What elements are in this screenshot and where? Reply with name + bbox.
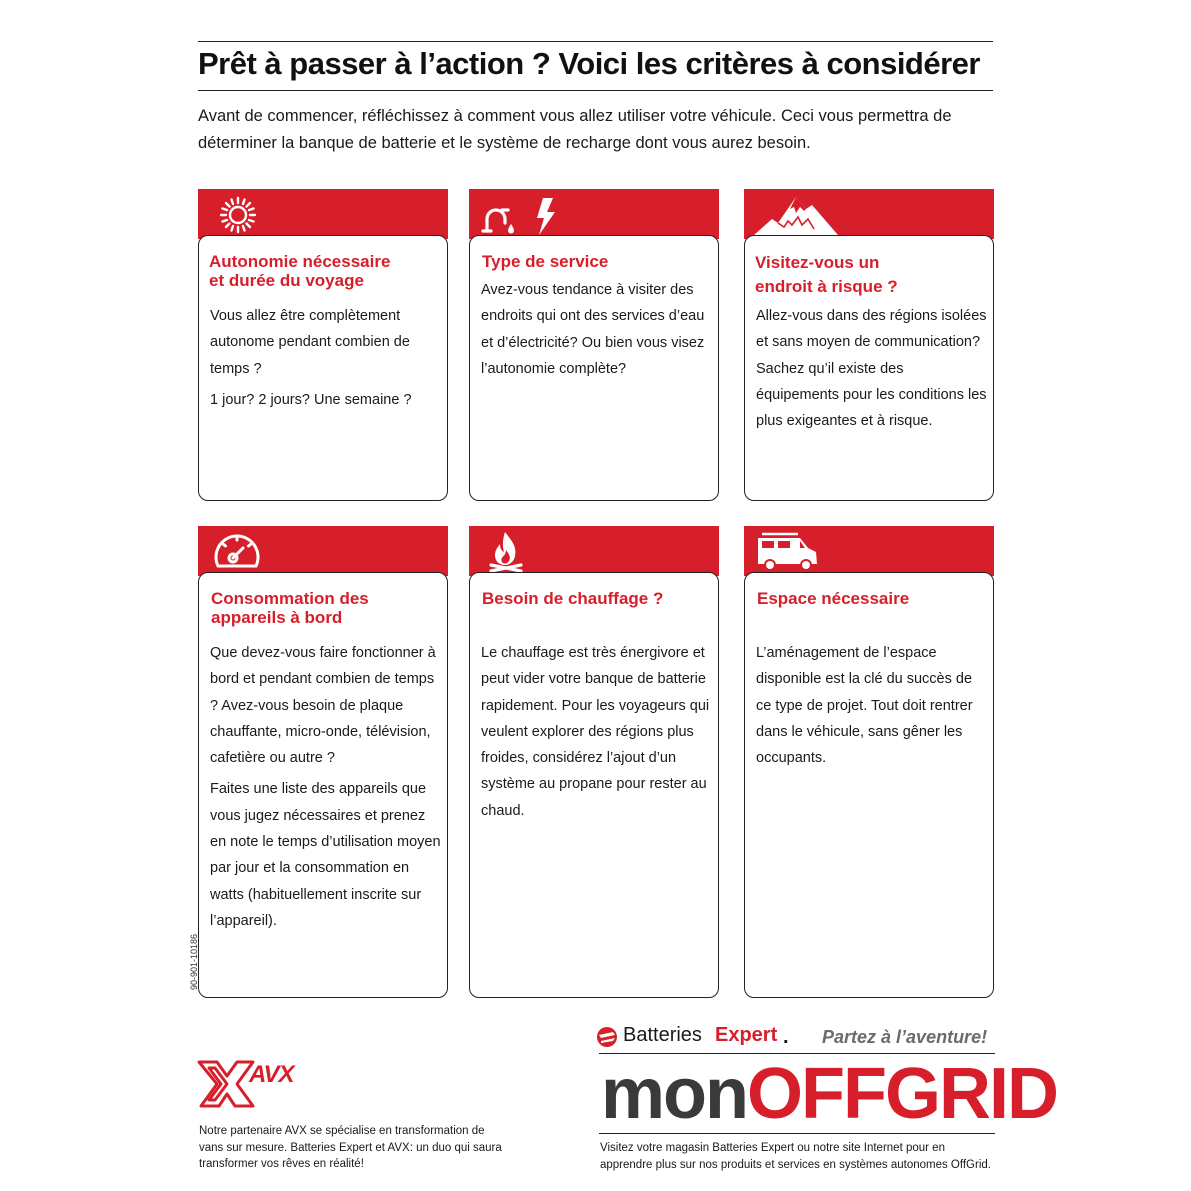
card-title: Visitez-vous un endroit à risque ? — [755, 253, 898, 296]
sun-icon — [218, 193, 258, 237]
card-title: Type de service — [482, 252, 609, 271]
card-header-band — [198, 526, 448, 576]
page-title: Prêt à passer à l’action ? Voici les critères à considérer — [198, 46, 980, 81]
card-header-band — [469, 526, 719, 576]
card-text: L’aménagement de l’espace disponible est la clé du succès de ce type de projet. Tout doit rentrer dans le véhicule, sans gêner les occupants. — [756, 645, 973, 767]
brand-name-batteries: Batteries — [623, 1024, 702, 1046]
card-body — [469, 572, 719, 998]
footer-rule-bottom — [599, 1133, 995, 1134]
van-icon — [754, 528, 822, 572]
top-rule — [198, 41, 993, 42]
monoffgrid-logo-mon: mon — [601, 1054, 747, 1134]
card-body — [198, 572, 448, 998]
card-body — [198, 235, 448, 501]
tagline: Partez à l’aventure! — [822, 1027, 988, 1047]
card-header-band — [469, 189, 719, 239]
intro-text: Avant de commencer, réfléchissez à comment vous allez utiliser votre véhicule. Ceci vous permettra de déterminer la banque de batterie et le système de recharge dont vous aurez besoin. — [198, 107, 952, 152]
card-body — [469, 235, 719, 501]
card-header-band — [744, 526, 994, 576]
gauge-icon — [212, 528, 262, 574]
card-title: Consommation des appareils à bord — [211, 589, 369, 627]
card-header-band — [198, 189, 448, 239]
card-header-band — [744, 189, 994, 239]
avx-partner-text: Notre partenaire AVX se spécialise en transformation de vans sur mesure. Batteries Expert et AVX: un duo qui saura transformer vos rêves en réalité! — [199, 1125, 502, 1170]
card-text: Allez-vous dans des régions isolées et sans moyen de communication? Sachez qu’il existe des équipements pour les conditions les plus exigeantes et à risque. — [756, 308, 987, 430]
card-title: Besoin de chauffage ? — [482, 589, 664, 608]
visit-text: Visitez votre magasin Batteries Expert ou notre site Internet pour en apprendre plus sur nos produits et services en systèmes autonomes OffGrid. — [600, 1142, 991, 1171]
card-title: Autonomie nécessaire et durée du voyage — [209, 252, 391, 290]
monoffgrid-logo-offgrid: OFFGRID — [746, 1054, 1057, 1134]
avx-logo — [197, 1060, 307, 1110]
avx-logo-text: AVX — [249, 1061, 294, 1088]
card-text: Vous allez être complètement autonome pendant combien de temps ? 1 jour? 2 jours? Une semaine ? — [210, 308, 412, 408]
card-text: Que devez-vous faire fonctionner à bord et pendant combien de temps ? Avez-vous besoin de plaque chauffante, micro-onde, télévision, cafetière ou autre ? Faites une liste des appareils que vous jugez nécessaires et prenez en note le temps d’utilisation moyen par jour et la consommation en watts (habituellement inscrite sur l’appareil). — [210, 645, 441, 929]
document-code: 90-901-10186 — [189, 933, 199, 990]
brand-dot: . — [783, 1026, 789, 1048]
water-tap-and-lightning-icon — [481, 193, 565, 237]
brand-name-expert: Expert — [715, 1024, 778, 1046]
campfire-icon — [481, 528, 531, 574]
batteries-expert-emblem-icon — [596, 1026, 618, 1048]
card-body — [744, 235, 994, 501]
card-text: Le chauffage est très énergivore et peut vider votre banque de batterie rapidement. Pour les voyageurs qui veulent explorer des régions plus froides, considérez l’ajout d’un système au propane pour rester au chaud. — [481, 645, 710, 819]
card-body — [744, 572, 994, 998]
title-rule — [198, 90, 993, 91]
monoffgrid-logo — [601, 1054, 1057, 1134]
mountain-icon — [754, 191, 840, 237]
card-title: Espace nécessaire — [757, 589, 910, 608]
card-text: Avez-vous tendance à visiter des endroits qui ont des services d’eau et d’électricité? Ou bien vous visez l’autonomie complète? — [481, 282, 705, 377]
